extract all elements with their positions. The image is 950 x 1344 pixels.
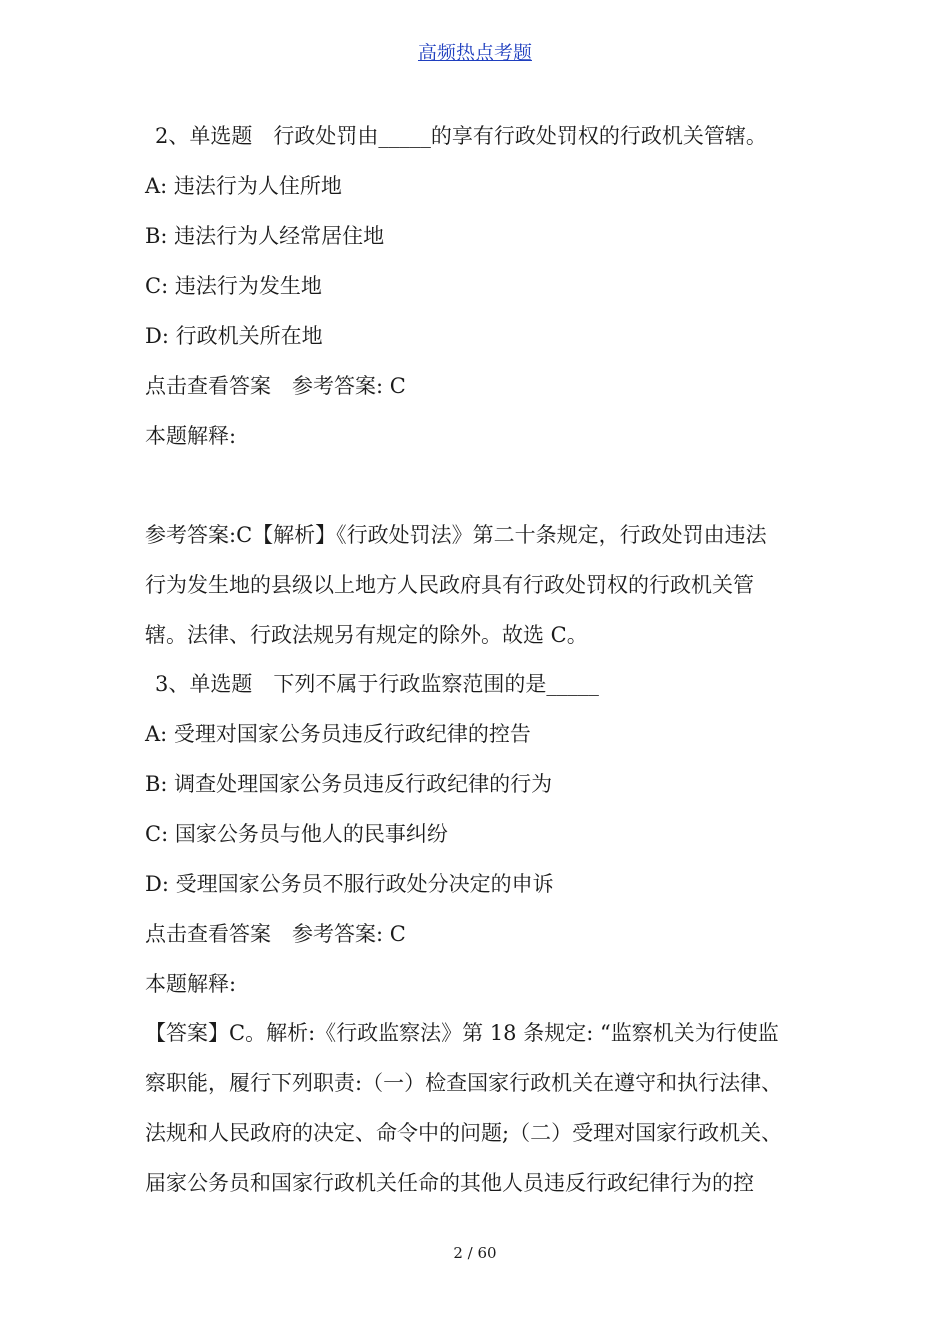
question-2-explanation-line-1: 参考答案:C【解析】《行政处罚法》第二十条规定，行政处罚由违法 (145, 523, 767, 547)
page-indicator: 2 / 60 (453, 1244, 497, 1262)
question-3-explanation-line-1: 【答案】C。解析:《行政监察法》第 18 条规定: “监察机关为行使监 (145, 1021, 779, 1045)
header-link[interactable]: 高频热点考题 (417, 42, 532, 64)
question-2-option-a: A: 违法行为人住所地 (145, 174, 342, 198)
question-3-answer-line[interactable]: 点击查看答案 参考答案: C (145, 922, 406, 946)
question-2-explain-label: 本题解释: (145, 424, 237, 448)
question-3-stem: 3、单选题 下列不属于行政监察范围的是_____ (155, 672, 599, 696)
question-3-option-b: B: 调查处理国家公务员违反行政纪律的行为 (145, 772, 553, 796)
question-3-explain-label: 本题解释: (145, 972, 237, 996)
question-2-option-d: D: 行政机关所在地 (145, 324, 323, 348)
question-3-option-a: A: 受理对国家公务员违反行政纪律的控告 (145, 722, 531, 746)
question-2-option-b: B: 违法行为人经常居住地 (145, 224, 385, 248)
question-2-option-c: C: 违法行为发生地 (145, 274, 322, 298)
question-3-explanation-line-3: 法规和人民政府的决定、命令中的问题;（二）受理对国家行政机关、 (145, 1121, 783, 1145)
question-2-explanation-line-2: 行为发生地的县级以上地方人民政府具有行政处罚权的行政机关管 (145, 573, 754, 597)
question-2-stem: 2、单选题 行政处罚由_____的享有行政处罚权的行政机关管辖。 (155, 124, 767, 148)
question-3-option-d: D: 受理国家公务员不服行政处分决定的申诉 (145, 872, 554, 896)
question-3-explanation-line-2: 察职能，履行下列职责:（一）检查国家行政机关在遵守和执行法律、 (145, 1071, 783, 1095)
question-2-answer-line[interactable]: 点击查看答案 参考答案: C (145, 374, 406, 398)
question-3-explanation-line-4: 届家公务员和国家行政机关任命的其他人员违反行政纪律行为的控 (145, 1171, 754, 1195)
question-3-option-c: C: 国家公务员与他人的民事纠纷 (145, 822, 448, 846)
question-2-explanation-line-3: 辖。法律、行政法规另有规定的除外。故选 C。 (145, 623, 588, 647)
